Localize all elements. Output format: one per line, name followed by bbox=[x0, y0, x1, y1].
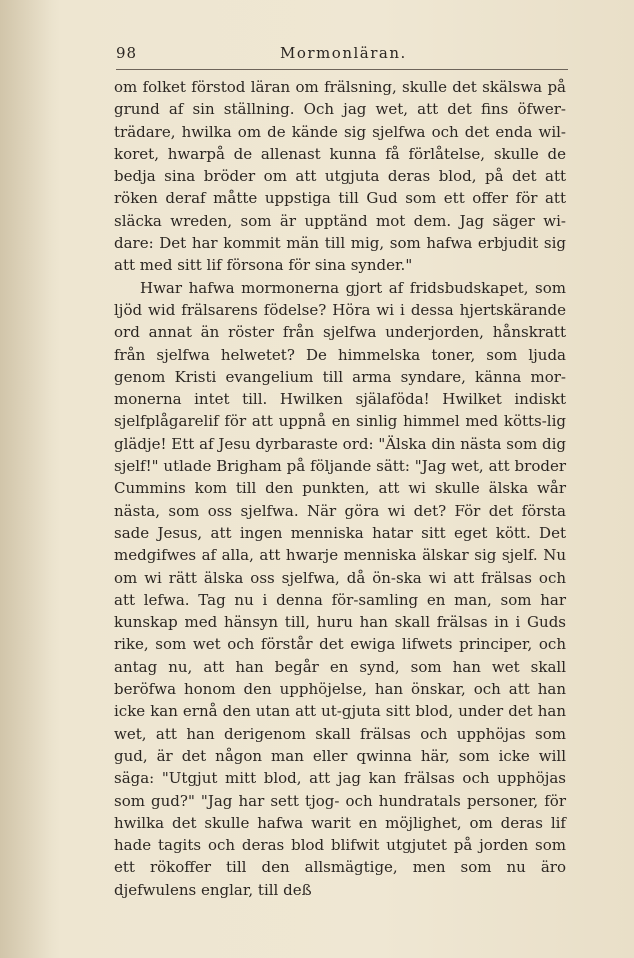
running-title: Mormonläran. bbox=[280, 44, 407, 62]
page-body bbox=[114, 76, 566, 901]
page-header bbox=[116, 40, 568, 70]
header-rule bbox=[116, 69, 568, 70]
paragraph-1: om folket förstod läran om frälsning, skulle det skälswa på grund af sin ställning. Och jag wet, att det fins öfwer-trädare, hwilka om de kände sig sjelfwa och det enda wil-koret, hwarpå de allenast kunna få förlåtelse, skulle de bedja sina bröder om att utgjuta deras blod, på det att röken deraf måtte uppstiga till Gud som ett offer för att släcka wreden, som är upptänd mot dem. Jag säger wi-dare: Det har kommit män till mig, som hafwa erbjudit sig att med sitt lif försona för sina synder." bbox=[114, 78, 566, 275]
spine-shadow bbox=[0, 0, 60, 958]
paragraph-2: Hwar hafwa mormonerna gjort af fridsbudskapet, som ljöd wid frälsarens födelse? Höra wi i dessa hjertskärande ord annat än röster från sjelfwa underjorden, hånskratt från sjelfwa helwetet? De himmelska toner, som ljuda genom Kristi evangelium till arma syndare, känna mor-monerna intet till. Hwilken själaföda! Hwilket indiskt sjelfplågarelif för att uppnå en sinlig himmel med kötts-lig glädje! Ett af Jesu dyrbaraste ord: "Älska din nästa som dig sjelf!" utlade Brigham på följande sätt: "Jag wet, att broder Cummins kom till den punkten, att wi skulle älska wår nästa, som oss sjelfwa. När göra wi det? För det första sade Jesus, att ingen menniska hatar sitt eget kött. Det medgifwes af alla, att hwarje menniska älskar sig sjelf. Nu om wi rätt älska oss sjelfwa, då ön-ska wi att frälsas och att lefwa. Tag nu i denna för-samling en man, som har kunskap med hänsyn till, huru han skall frälsas in i Guds rike, som wet och förstår det ewiga lifwets principer, och antag nu, att han begår en synd, som han wet skall beröfwa honom den upphöjelse, han önskar, och att han icke kan ernå den utan att ut-gjuta sitt blod, under det han wet, att han derigenom skall frälsas och upphöjas som gud, är det någon man eller qwinna här, som icke will säga: "Utgjut mitt blod, att jag kan frälsas och upphöjas som gud?" "Jag har sett tjog- och hundratals personer, för hwilka det skulle hafwa warit en möjlighet, om deras lif hade tagits och deras blod blifwit utgjutet på jorden som ett rökoffer till den allsmägtige, men som nu äro djefwulens englar, till deß bbox=[114, 278, 566, 899]
page-number: 98 bbox=[116, 44, 138, 62]
